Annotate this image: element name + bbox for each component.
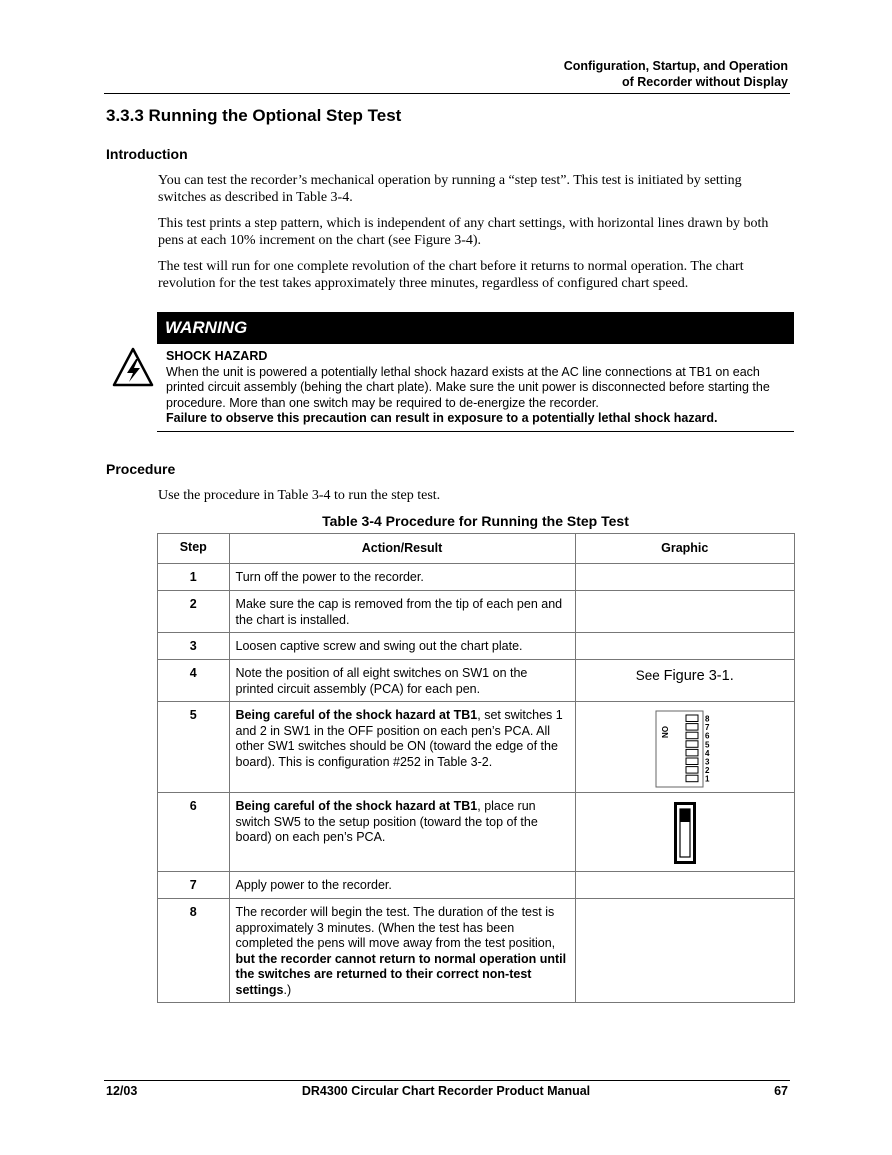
step-graphic [575,660,794,702]
dip-toggle-8 [686,715,698,722]
footer-rule [104,1080,790,1081]
step-action [229,899,575,1003]
dip-switch-icon [655,710,715,788]
step-number: 2 [158,591,230,633]
step-number: 4 [158,660,230,702]
dip-number-4: 4 [704,748,710,758]
table-header-row [158,534,795,564]
step-graphic [575,899,794,1003]
step-action-text: The recorder will begin the test. The duration of the test is approximately 3 minutes. (When the test has been completed the pens will move away from the test position, [235,905,556,950]
step-action [229,793,575,872]
table-row [158,660,795,702]
table-row [158,702,795,793]
dip-number-5: 5 [704,739,710,749]
warning-title: SHOCK HAZARD [166,349,268,363]
step-action: Apply power to the recorder. [229,872,575,899]
dip-toggle-5 [686,740,698,747]
step-action: Loosen captive screw and swing out the chart plate. [229,633,575,660]
step-number: 3 [158,633,230,660]
header-action: Action/Result [229,534,575,564]
dip-toggle-6 [686,732,698,739]
intro-paragraph-3: The test will run for one complete revolution of the chart before it returns to normal operation. The chart revolution for the test takes approximately three minutes, regardless of configured chart speed. [158,259,744,291]
dip-toggle-3 [686,758,698,765]
dip-number-6: 6 [704,731,710,741]
step-graphic [575,633,794,660]
step-graphic [575,591,794,633]
step-action-bold: but the recorder cannot return to normal operation until the switches are returned to their correct non-test settings [235,951,567,997]
see-text: See [635,668,660,683]
step-number: 6 [158,793,230,872]
dip-on-label: ON [659,725,669,738]
step-number: 8 [158,899,230,1003]
dip-number-7: 7 [704,722,710,732]
procedure-intro: Use the procedure in Table 3-4 to run the step test. [158,488,441,503]
step-action-bold: Being careful of the shock hazard at TB1 [235,708,478,722]
table-row [158,633,795,660]
warning-rule [157,431,794,432]
step-graphic [575,702,794,793]
warning-body: When the unit is powered a potentially lethal shock hazard exists at the AC line connections at TB1 on each printed circuit assembly (behing the chart plate). Make sure the unit power is disconnected before starting the procedure. More than one switch may be required to de-energize the recorder. [166,364,770,410]
table-row [158,793,795,872]
step-action: Turn off the power to the recorder. [229,564,575,591]
dip-number-1: 1 [704,774,710,784]
warning-banner: WARNING [157,312,794,344]
run-switch-icon [674,802,696,864]
footer-date: 12/03 [106,1084,138,1098]
procedure-table [157,533,795,1003]
dip-number-2: 2 [704,765,710,775]
step-number: 5 [158,702,230,793]
introduction-heading: Introduction [106,146,188,162]
header-line-1: Configuration, Startup, and Operation [563,59,788,73]
header-line-2: of Recorder without Display [622,75,788,89]
step-action-bold: Being careful of the shock hazard at TB1 [235,799,478,813]
header-rule [104,93,790,94]
step-action: Note the position of all eight switches on SW1 on the printed circuit assembly (PCA) for each pen. [229,660,575,702]
step-graphic [575,564,794,591]
step-action-text: , place run switch SW5 to the setup position (toward the top of the board) on each pen’s PCA. [235,799,538,844]
dip-number-3: 3 [704,757,710,766]
procedure-heading: Procedure [106,461,176,477]
footer-title: DR4300 Circular Chart Recorder Product Manual [301,1084,591,1098]
intro-paragraph-1: You can test the recorder’s mechanical operation by running a “step test”. This test is initiated by setting switches as described in Table 3-4. [158,173,742,205]
dip-number-8: 8 [704,714,710,723]
see-period: . [729,668,734,684]
table-caption: Table 3-4 Procedure for Running the Step Test [322,513,629,529]
dip-toggle-2 [686,766,698,773]
step-graphic [575,872,794,899]
dip-toggle-4 [686,749,698,756]
figure-reference: Figure 3-1 [663,668,730,684]
dip-toggle-7 [686,723,698,730]
page-number: 67 [774,1084,788,1098]
step-number: 7 [158,872,230,899]
step-action [229,702,575,793]
running-header [564,58,788,90]
table-row [158,591,795,633]
step-action-text: , set switches 1 and 2 in SW1 in the OFF position on each pen’s PCA. All other SW1 switches should be ON (toward the edge of the board). This is configuration #252 in Table 3-2. [235,708,563,769]
warning-text [166,349,786,427]
warning-emphasis: Failure to observe this precaution can result in exposure to a potentially lethal shock hazard. [166,411,718,425]
step-action: Make sure the cap is removed from the tip of each pen and the chart is installed. [229,591,575,633]
step-action-end: .) [283,982,292,997]
table-row [158,564,795,591]
intro-paragraph-2: This test prints a step pattern, which is independent of any chart settings, with horizontal lines drawn by both pens at each 10% increment on the chart (see Figure 3-4). [158,216,769,248]
table-row [158,872,795,899]
step-number: 1 [158,564,230,591]
step-graphic [575,793,794,872]
header-graphic: Graphic [575,534,794,564]
section-title: 3.3.3 Running the Optional Step Test [106,106,402,125]
dip-toggle-1 [686,775,698,782]
header-step: Step [158,534,230,564]
shock-hazard-icon [112,347,154,387]
table-row [158,899,795,1003]
